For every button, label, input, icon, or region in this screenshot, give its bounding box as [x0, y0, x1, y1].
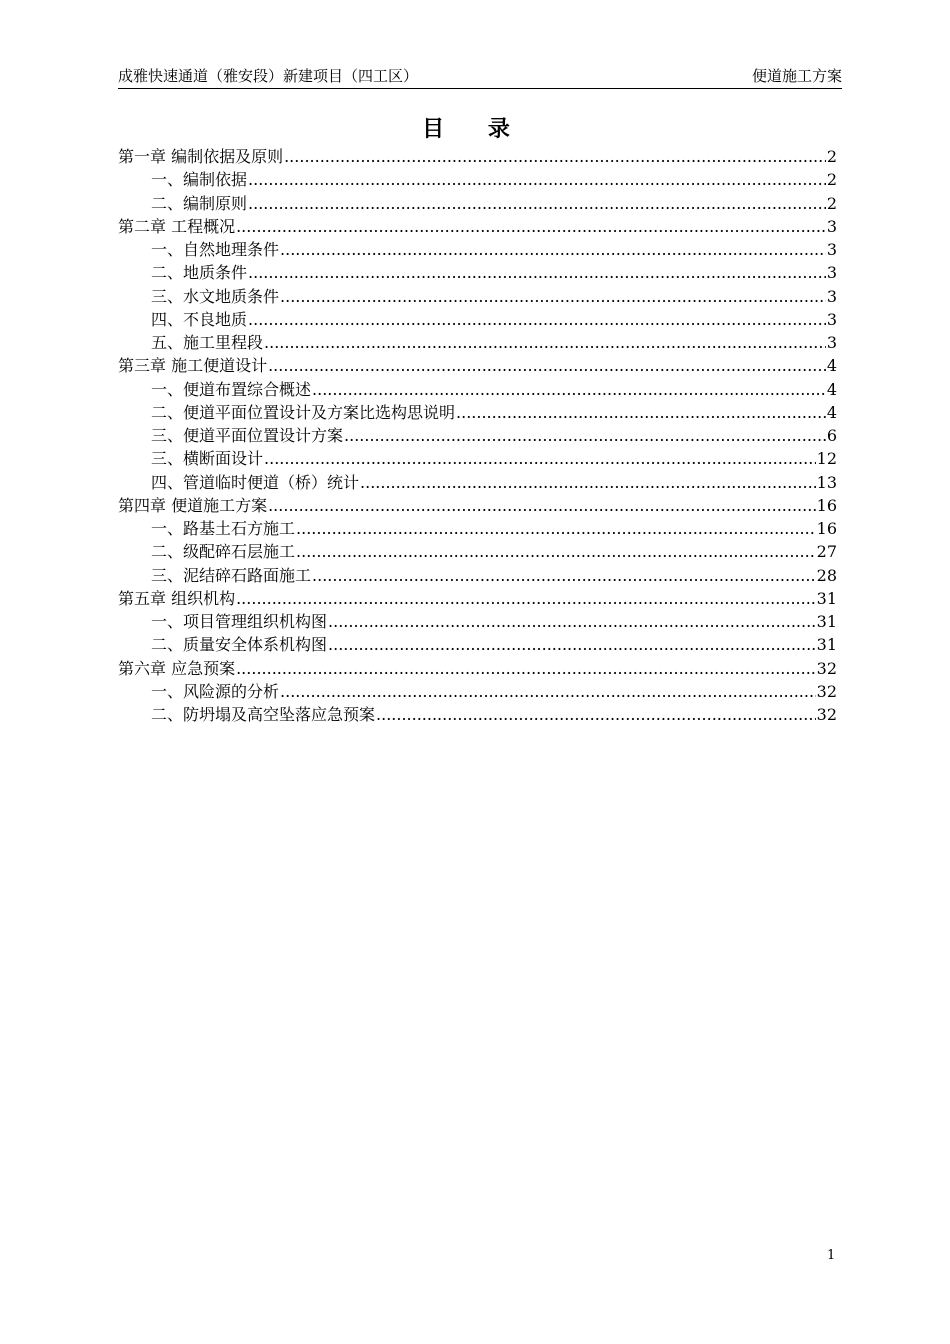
- toc-entry-page: 4: [826, 356, 837, 376]
- toc-section-entry[interactable]: [118, 703, 837, 726]
- toc-entry-label: 二、质量安全体系机构图: [151, 635, 328, 655]
- toc-chapter-entry[interactable]: [118, 494, 837, 517]
- toc-title: 目 录: [422, 116, 528, 142]
- toc-dot-leader: [268, 354, 826, 377]
- toc-entry-label: 第六章 应急预案: [118, 658, 236, 678]
- toc-dot-leader: [456, 401, 826, 424]
- toc-dot-leader: [236, 587, 816, 610]
- toc-dot-leader: [280, 680, 816, 703]
- toc-entry-page: 3: [826, 286, 837, 306]
- toc-entry-label: 第四章 便道施工方案: [118, 495, 268, 515]
- toc-dot-leader: [296, 540, 816, 563]
- toc-dot-leader: [248, 261, 826, 284]
- page-header: [118, 66, 842, 89]
- toc-entry-page: 2: [826, 193, 837, 213]
- toc-entry-label: 二、防坍塌及高空坠落应急预案: [151, 705, 376, 724]
- toc-section-entry[interactable]: [118, 192, 837, 215]
- toc-section-entry[interactable]: [118, 540, 837, 563]
- toc-entry-label: 二、编制原则: [151, 193, 248, 213]
- toc-section-entry[interactable]: [118, 447, 837, 470]
- toc-entry-label: 一、路基土石方施工: [151, 519, 296, 538]
- toc-dot-leader: [264, 331, 826, 354]
- toc-section-entry[interactable]: [118, 401, 837, 424]
- toc-entry-page: 3: [826, 309, 837, 329]
- toc-dot-leader: [268, 494, 816, 517]
- toc-entry-page: 12: [816, 449, 837, 469]
- toc-entry-label: 一、项目管理组织机构图: [151, 612, 328, 631]
- toc-section-entry[interactable]: [118, 378, 837, 401]
- page-number: 1: [827, 1248, 836, 1263]
- toc-chapter-entry[interactable]: [118, 145, 837, 168]
- toc-dot-leader: [248, 308, 826, 331]
- toc-entry-label: 三、便道平面位置设计方案: [151, 426, 344, 445]
- toc-dot-leader: [248, 192, 826, 215]
- toc-dot-leader: [248, 168, 826, 191]
- toc-section-entry[interactable]: [118, 680, 837, 703]
- toc-entry-page: 32: [816, 658, 837, 678]
- toc-entry-label: 四、管道临时便道（桥）统计: [151, 472, 360, 492]
- toc-dot-leader: [312, 378, 826, 401]
- toc-section-entry[interactable]: [118, 517, 837, 540]
- toc-section-entry[interactable]: [118, 285, 837, 308]
- toc-section-entry[interactable]: [118, 424, 837, 447]
- toc-entry-page: 31: [816, 588, 837, 608]
- toc-dot-leader: [264, 447, 816, 470]
- toc-dot-leader: [376, 703, 816, 726]
- header-project-title: 成雅快速通道（雅安段）新建项目（四工区）: [118, 67, 419, 85]
- toc-dot-leader: [280, 285, 826, 308]
- toc-entry-page: 3: [826, 240, 837, 259]
- toc-section-entry[interactable]: [118, 331, 837, 354]
- toc-entry-page: 32: [816, 705, 837, 724]
- toc-entry-label: 第二章 工程概况: [118, 216, 236, 236]
- toc-entry-label: 二、级配碎石层施工: [151, 542, 296, 562]
- toc-entry-label: 三、泥结碎石路面施工: [151, 565, 312, 585]
- toc-dot-leader: [296, 517, 816, 540]
- toc-entry-label: 三、水文地质条件: [151, 286, 280, 306]
- toc-section-entry[interactable]: [118, 308, 837, 331]
- toc-entry-page: 3: [826, 263, 837, 283]
- toc-entry-label: 第一章 编制依据及原则: [118, 147, 284, 166]
- toc-dot-leader: [284, 145, 826, 168]
- toc-entry-page: 16: [816, 495, 837, 515]
- toc-dot-leader: [328, 610, 816, 633]
- toc-entry-label: 三、横断面设计: [151, 449, 264, 469]
- toc-entry-page: 4: [826, 402, 837, 422]
- toc-dot-leader: [344, 424, 826, 447]
- toc-entry-label: 第五章 组织机构: [118, 588, 236, 608]
- toc-chapter-entry[interactable]: [118, 657, 837, 680]
- toc-entry-page: 2: [826, 147, 837, 166]
- toc-chapter-entry[interactable]: [118, 215, 837, 238]
- toc-entry-page: 13: [816, 472, 837, 492]
- toc-section-entry[interactable]: [118, 238, 837, 261]
- toc-entry-label: 五、施工里程段: [151, 333, 264, 352]
- toc-entry-page: 2: [826, 170, 837, 190]
- table-of-contents: [118, 145, 837, 726]
- toc-entry-page: 3: [826, 216, 837, 236]
- toc-chapter-entry[interactable]: [118, 587, 837, 610]
- toc-dot-leader: [360, 471, 816, 494]
- toc-section-entry[interactable]: [118, 633, 837, 656]
- toc-dot-leader: [328, 633, 816, 656]
- toc-section-entry[interactable]: [118, 471, 837, 494]
- toc-entry-page: 32: [816, 681, 837, 701]
- toc-section-entry[interactable]: [118, 168, 837, 191]
- toc-entry-label: 一、编制依据: [151, 170, 248, 190]
- toc-entry-label: 第三章 施工便道设计: [118, 356, 268, 376]
- toc-entry-page: 31: [816, 612, 837, 631]
- toc-entry-label: 一、便道布置综合概述: [151, 379, 312, 399]
- toc-entry-label: 二、便道平面位置设计及方案比选构思说明: [151, 402, 456, 422]
- toc-entry-page: 31: [816, 635, 837, 655]
- toc-dot-leader: [236, 215, 826, 238]
- toc-dot-leader: [236, 657, 816, 680]
- toc-entry-page: 3: [826, 333, 837, 352]
- toc-entry-page: 28: [816, 565, 837, 585]
- toc-entry-page: 4: [826, 379, 837, 399]
- header-document-title: 便道施工方案: [751, 67, 842, 85]
- toc-dot-leader: [280, 238, 826, 261]
- toc-chapter-entry[interactable]: [118, 354, 837, 377]
- toc-entry-label: 一、自然地理条件: [151, 240, 280, 259]
- toc-section-entry[interactable]: [118, 564, 837, 587]
- toc-entry-label: 一、风险源的分析: [151, 681, 280, 701]
- toc-entry-page: 16: [816, 519, 837, 538]
- toc-entry-label: 二、地质条件: [151, 263, 248, 283]
- toc-entry-label: 四、不良地质: [151, 309, 248, 329]
- toc-section-entry[interactable]: [118, 261, 837, 284]
- toc-entry-page: 6: [826, 426, 837, 445]
- toc-section-entry[interactable]: [118, 610, 837, 633]
- toc-entry-page: 27: [816, 542, 837, 562]
- toc-dot-leader: [312, 564, 816, 587]
